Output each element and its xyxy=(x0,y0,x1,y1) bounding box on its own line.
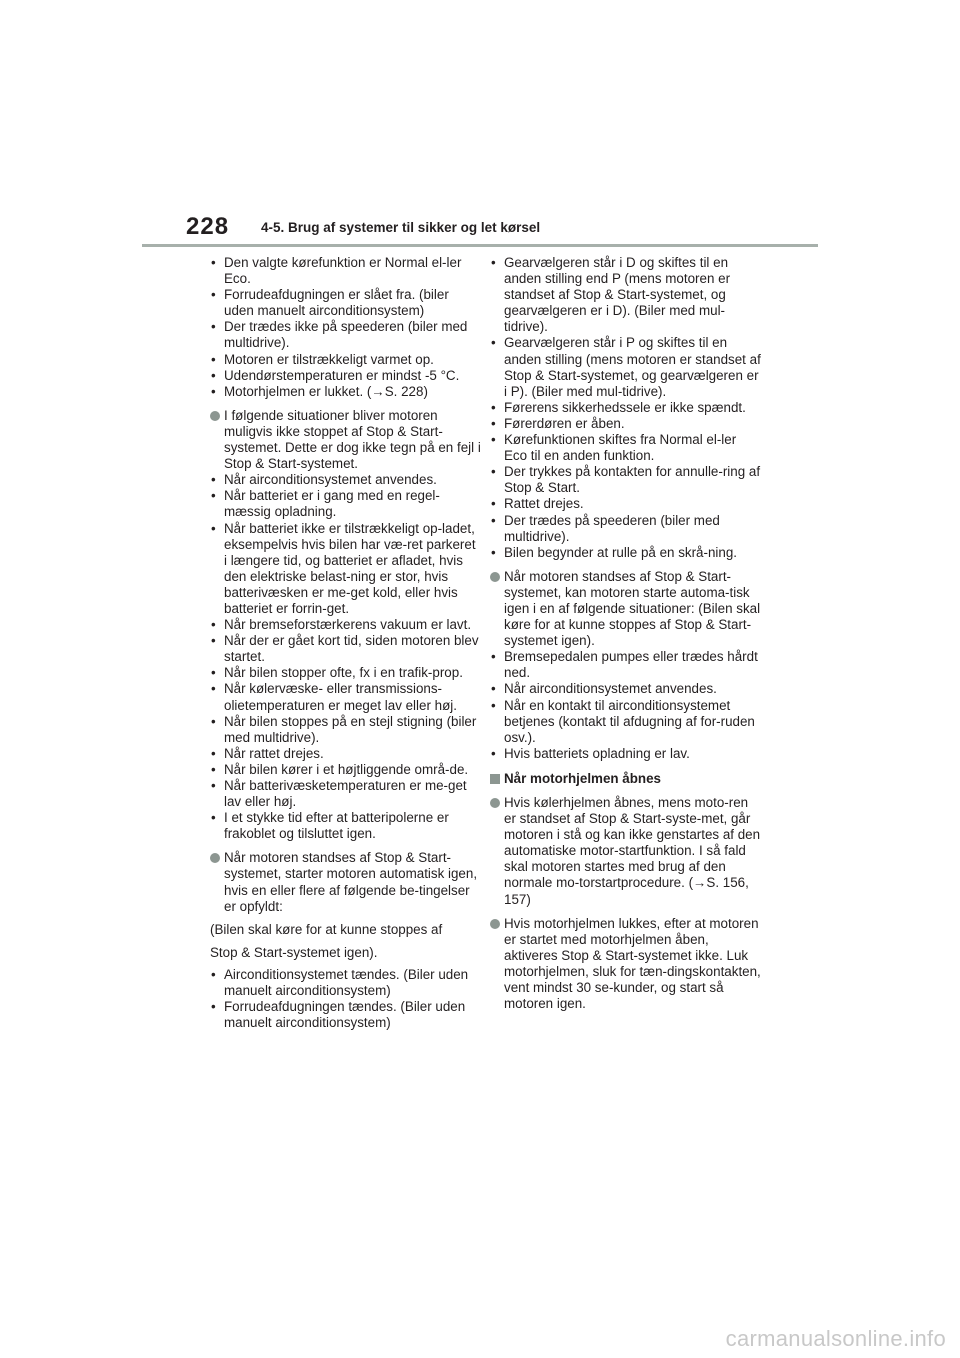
list-item: • Når airconditionsystemet anvendes. xyxy=(210,472,482,488)
circle-bullet-icon xyxy=(490,919,500,929)
list-item: • Når bilen stopper ofte, fx i en trafik-prop. xyxy=(210,665,482,681)
list-item: • Når batteriet er i gang med en regel-mæssig opladning. xyxy=(210,488,482,520)
circle-bullet-icon xyxy=(490,798,500,808)
paragraph-text: Stop & Start-systemet igen). xyxy=(210,944,378,960)
bullet-list xyxy=(210,472,482,842)
circle-paragraph xyxy=(490,569,762,649)
list-item: • Bilen begynder at rulle på en skrå-ning. xyxy=(490,545,762,561)
list-item: • Motorhjelmen er lukket. (→S. 228) xyxy=(210,384,482,400)
paragraph-text: Når motoren standses af Stop & Start-systemet, kan motoren starte automa-tisk igen i en af følgende situationer: (Bilen skal køre for at kunne stoppes af Stop & Start-systemet igen). xyxy=(504,568,761,649)
paragraph-text: Hvis motorhjelmen lukkes, efter at motoren er startet med motorhjelmen åben, aktiveres Stop & Start-systemet ikke. Luk motorhjelmen, sluk for tæn-dingskontakten, vent mindst 30 se-kunder, og start så motoren igen. xyxy=(504,915,761,1012)
list-item: • Den valgte kørefunktion er Normal el-ler Eco. xyxy=(210,255,482,287)
list-item: • Gearvælgeren står i D og skiftes til en anden stilling end P (mens motoren er standset af Stop & Start-systemet, og gearvælgeren er i D). (Biler med mul-tidrive). xyxy=(490,255,762,335)
right-column xyxy=(490,255,762,1012)
left-column xyxy=(210,255,482,1031)
section-title: 4-5. Brug af systemer til sikker og let kørsel xyxy=(261,220,541,235)
list-item: • Når der er gået kort tid, siden motoren blev startet. xyxy=(210,633,482,665)
list-item: • Når bremseforstærkerens vakuum er lavt. xyxy=(210,617,482,633)
list-item: • Forrudeafdugningen er slået fra. (biler uden manuelt airconditionsystem) xyxy=(210,287,482,319)
paragraph-text: Hvis kølerhjelmen åbnes, mens moto-ren er standset af Stop & Start-syste-met, går motoren i stå og kan ikke genstartes af den automatiske motor-startfunktion. I så fald skal motoren startes med brug af den normale mo-torstartprocedure. (→S. 156, 157) xyxy=(504,795,761,907)
list-item: • I et stykke tid efter at batteripolerne er frakoblet og tilsluttet igen. xyxy=(210,810,482,842)
list-item: • Airconditionsystemet tændes. (Biler uden manuelt airconditionsystem) xyxy=(210,967,482,999)
list-item: • Der trædes ikke på speederen (biler med multidrive). xyxy=(210,319,482,351)
list-item: • Når en kontakt til airconditionsystemet betjenes (kontakt til afdugning af for-ruden osv.). xyxy=(490,698,762,746)
header-rule xyxy=(142,244,818,247)
list-item: • Når bilen stoppes på en stejl stigning (biler med multidrive). xyxy=(210,714,482,746)
paragraph-text: (Bilen skal køre for at kunne stoppes af xyxy=(210,921,443,937)
circle-paragraph xyxy=(210,408,482,472)
list-item: • Motoren er tilstrækkeligt varmet op. xyxy=(210,352,482,368)
list-item: • Når rattet drejes. xyxy=(210,746,482,762)
list-item: • Gearvælgeren står i P og skiftes til en anden stilling (mens motoren er standset af Stop & Start-systemet, og gearvælgeren er i P). (Biler med mul-tidrive). xyxy=(490,335,762,399)
paragraph-text: Når motoren standses af Stop & Start-systemet, starter motoren automatisk igen, hvis en eller flere af følgende be-tingelser er opfyldt: xyxy=(224,850,478,914)
list-item: • Bremsepedalen pumpes eller trædes hårdt ned. xyxy=(490,649,762,681)
list-item: • Når batterivæsketemperaturen er me-get lav eller høj. xyxy=(210,778,482,810)
bullet-list xyxy=(210,255,482,400)
circle-paragraph xyxy=(490,795,762,908)
list-item: • Når airconditionsystemet anvendes. xyxy=(490,681,762,697)
list-item: • Når kølervæske- eller transmissions-olietemperaturen er meget lav eller høj. xyxy=(210,681,482,713)
square-bullet-icon xyxy=(490,774,500,784)
list-item: • Kørefunktionen skiftes fra Normal el-ler Eco til en anden funktion. xyxy=(490,432,762,464)
heading-text: Når motorhjelmen åbnes xyxy=(504,770,662,786)
circle-bullet-icon xyxy=(490,572,500,582)
circle-paragraph xyxy=(490,916,762,1013)
circle-paragraph xyxy=(210,850,482,914)
bullet-list xyxy=(490,649,762,762)
list-item: • Der trædes på speederen (biler med multidrive). xyxy=(490,513,762,545)
page-number: 228 xyxy=(186,213,230,240)
circle-bullet-icon xyxy=(210,853,220,863)
list-item: • Når batteriet ikke er tilstrækkeligt op-ladet, eksempelvis hvis bilen har væ-ret parkeret i længere tid, og batteriet er afladet, hvis den elektriske belast-ning er stor, hvis batterivæsken er me-get kold, eller hvis batteriet er forrin-get. xyxy=(210,521,482,618)
paragraph-text: I følgende situationer bliver motoren muligvis ikke stoppet af Stop & Start-systemet. Dette er dog ikke tegn på en fejl i Stop & Start-systemet. xyxy=(224,407,481,472)
list-item: • Rattet drejes. xyxy=(490,496,762,512)
subsection-heading xyxy=(490,771,762,787)
list-item: • Forrudeafdugningen tændes. (Biler uden manuelt airconditionsystem) xyxy=(210,999,482,1031)
circle-bullet-icon xyxy=(210,411,220,421)
bullet-list xyxy=(210,967,482,1031)
list-item: • Førerens sikkerhedssele er ikke spændt. xyxy=(490,400,762,416)
list-item: • Der trykkes på kontakten for annulle-ring af Stop & Start. xyxy=(490,464,762,496)
list-item: • Førerdøren er åben. xyxy=(490,416,762,432)
list-item: • Hvis batteriets opladning er lav. xyxy=(490,746,762,762)
bullet-list xyxy=(490,255,762,561)
watermark: carmanualsonline.info xyxy=(725,1326,946,1351)
list-item: • Når bilen kører i et højtliggende områ-de. xyxy=(210,762,482,778)
list-item: • Udendørstemperaturen er mindst -5 °C. xyxy=(210,368,482,384)
